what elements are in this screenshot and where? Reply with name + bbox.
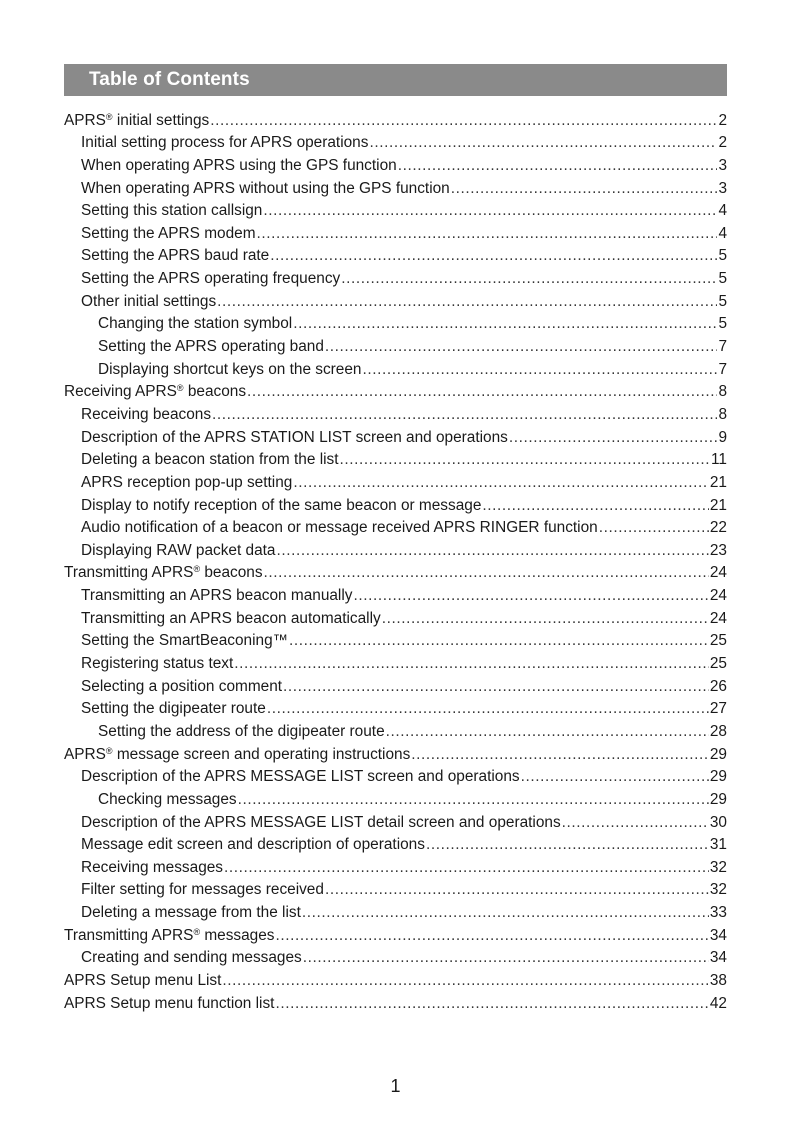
dot-leader: [289, 632, 709, 650]
toc-entry-page: 21: [709, 496, 727, 514]
dot-leader: [353, 587, 708, 605]
dot-leader: [263, 202, 717, 220]
toc-entry-page: 29: [709, 768, 727, 786]
toc-entry-page: 11: [711, 451, 727, 469]
toc-entry-page: 25: [709, 655, 727, 673]
toc-entry[interactable]: [64, 288, 727, 311]
registered-mark: ®: [176, 383, 184, 394]
toc-entry[interactable]: [64, 832, 727, 855]
toc-entry-title-text: Setting the APRS modem: [81, 224, 256, 242]
toc-entry-title: [98, 315, 292, 333]
toc-entry-title-text: Transmitting an APRS beacon automatically: [81, 609, 381, 627]
toc-entry-title: [64, 927, 275, 945]
dot-leader: [411, 746, 709, 764]
toc-entry-title-text: When operating APRS using the GPS function: [81, 156, 397, 174]
toc-entry-title: [64, 112, 209, 130]
toc-entry-title: [81, 678, 282, 696]
toc-entry[interactable]: [64, 469, 727, 492]
dot-leader: [426, 836, 709, 854]
dot-leader: [521, 768, 709, 786]
toc-entry-title-text: Description of the APRS MESSAGE LIST screen and operations: [81, 768, 520, 786]
toc-entry-title: [98, 361, 361, 379]
registered-mark: ®: [105, 111, 113, 122]
toc-entry[interactable]: [64, 673, 727, 696]
toc-entry-title-text: APRS: [64, 111, 106, 129]
toc-entry[interactable]: [64, 764, 727, 787]
dot-leader: [562, 814, 709, 832]
dot-leader: [386, 723, 709, 741]
toc-entry[interactable]: [64, 492, 727, 515]
toc-entry-page: 24: [709, 587, 727, 605]
toc-entry-page: 34: [709, 949, 727, 967]
toc-entry-page: 31: [709, 836, 727, 854]
toc-entry-title: [81, 180, 450, 198]
toc-entry-title: [81, 814, 561, 832]
toc-entry[interactable]: [64, 560, 727, 583]
toc-entry[interactable]: [64, 130, 727, 153]
toc-entry-title-text: Initial setting process for APRS operations: [81, 134, 369, 152]
toc-entry[interactable]: [64, 379, 727, 402]
toc-entry[interactable]: [64, 854, 727, 877]
toc-entry[interactable]: [64, 107, 727, 130]
dot-leader: [257, 225, 718, 243]
toc-entry[interactable]: [64, 899, 727, 922]
page-number: 1: [390, 1076, 401, 1096]
toc-entry-title: [81, 655, 233, 673]
toc-entry[interactable]: [64, 424, 727, 447]
toc-entry[interactable]: [64, 401, 727, 424]
toc-entry-title-text: Receiving APRS: [64, 383, 177, 401]
toc-header-bar: [64, 64, 727, 96]
dot-leader: [340, 451, 711, 469]
dot-leader: [293, 315, 717, 333]
toc-entry-title-text: Creating and sending messages: [81, 949, 302, 967]
dot-leader: [451, 180, 718, 198]
toc-entry-title: [81, 949, 302, 967]
registered-mark: ®: [193, 926, 201, 937]
toc-entry-title-text: Deleting a beacon station from the list: [81, 451, 339, 469]
dot-leader: [293, 474, 709, 492]
toc-entry-page: 9: [718, 428, 727, 446]
toc-entry-title: [98, 791, 237, 809]
toc-entry-page: 28: [709, 722, 727, 740]
toc-entry-page: 5: [718, 247, 727, 265]
toc-entry-title: [81, 632, 288, 650]
toc-entry[interactable]: [64, 718, 727, 741]
toc-entry-page: 22: [709, 519, 727, 537]
toc-entry-page: 29: [709, 745, 727, 763]
dot-leader: [264, 564, 709, 582]
dot-leader: [369, 134, 717, 152]
toc-entry-title: [81, 700, 266, 718]
toc-entry[interactable]: [64, 922, 727, 945]
toc-entry-title-text: Checking messages: [98, 790, 237, 808]
toc-entry[interactable]: [64, 605, 727, 628]
toc-entry-title: [81, 519, 598, 537]
dot-leader: [382, 610, 709, 628]
toc-entry-page: 30: [709, 813, 727, 831]
toc-entry-title-text: Description of the APRS STATION LIST screen and operations: [81, 428, 508, 446]
toc-entry[interactable]: [64, 265, 727, 288]
toc-entry-title-text: Setting the digipeater route: [81, 700, 266, 718]
toc-entry-page: 42: [709, 994, 727, 1012]
dot-leader: [247, 383, 717, 401]
toc-entry-title-text: Selecting a position comment: [81, 677, 283, 695]
toc-entry-title-text: Filter setting for messages received: [81, 881, 324, 899]
toc-entry[interactable]: [64, 333, 727, 356]
toc-entry-title-text: Setting the SmartBeaconing™: [81, 632, 289, 650]
toc-entry-title-text: Receiving messages: [81, 858, 224, 876]
toc-entry-title-text: Transmitting an APRS beacon manually: [81, 587, 353, 605]
toc-entry-title: [81, 587, 352, 605]
toc-entry-title: [81, 904, 301, 922]
toc-entry-page: 29: [709, 790, 727, 808]
toc-entry-title-text: Audio notification of a beacon or message received APRS RINGER function: [81, 519, 598, 537]
toc-entry[interactable]: [64, 809, 727, 832]
toc-entry[interactable]: [64, 311, 727, 334]
toc-entry-title-text: Transmitting APRS: [64, 564, 194, 582]
toc-entry[interactable]: [64, 741, 727, 764]
dot-leader: [398, 157, 718, 175]
toc-entry-page: 32: [709, 858, 727, 876]
registered-mark: ®: [105, 745, 113, 756]
toc-entry-page: 38: [709, 971, 727, 989]
toc-entry[interactable]: [64, 967, 727, 990]
toc-entry[interactable]: [64, 537, 727, 560]
dot-leader: [325, 338, 718, 356]
toc-entry-title: [81, 768, 520, 786]
dot-leader: [283, 678, 709, 696]
toc-entry[interactable]: [64, 877, 727, 900]
toc-entry[interactable]: [64, 628, 727, 651]
toc-entry-title-text: When operating APRS without using the GPS function: [81, 179, 450, 197]
toc-entry-title: [98, 338, 324, 356]
toc-entry-page: 2: [718, 134, 727, 152]
toc-entry[interactable]: [64, 175, 727, 198]
toc-entry-title-text: messages: [200, 926, 275, 944]
dot-leader: [275, 995, 708, 1013]
toc-entry-page: 5: [718, 292, 727, 310]
toc-entry-title: [64, 383, 246, 401]
toc-entry-title: [81, 406, 211, 424]
toc-entry-title: [64, 564, 263, 582]
dot-leader: [362, 361, 717, 379]
dot-leader: [212, 406, 717, 424]
toc-entry-title-text: Display to notify reception of the same beacon or message: [81, 496, 482, 514]
toc-list: [64, 107, 727, 1013]
toc-entry-page: 3: [718, 156, 727, 174]
dot-leader: [234, 655, 709, 673]
toc-entry[interactable]: [64, 356, 727, 379]
toc-entry-title-text: Setting the APRS operating band: [98, 338, 324, 356]
toc-entry-page: 26: [709, 677, 727, 695]
dot-leader: [222, 972, 708, 990]
toc-entry-title: [81, 451, 339, 469]
toc-entry-title: [81, 225, 256, 243]
toc-entry-title-text: Other initial settings: [81, 292, 217, 310]
dot-leader: [325, 881, 709, 899]
toc-entry-page: 3: [718, 179, 727, 197]
toc-entry[interactable]: [64, 696, 727, 719]
toc-entry[interactable]: [64, 515, 727, 538]
toc-entry-title-text: beacons: [183, 383, 247, 401]
toc-header-title: Table of Contents: [89, 69, 250, 90]
toc-entry[interactable]: [64, 945, 727, 968]
toc-entry-title: [81, 542, 275, 560]
toc-entry-title-text: Receiving beacons: [81, 405, 212, 423]
toc-entry-title-text: Displaying RAW packet data: [81, 541, 276, 559]
toc-entry[interactable]: [64, 990, 727, 1013]
dot-leader: [303, 949, 709, 967]
toc-entry-title-text: APRS Setup menu List: [64, 971, 222, 989]
toc-entry-title: [98, 723, 385, 741]
toc-entry-title: [81, 610, 381, 628]
toc-entry-page: 2: [718, 111, 727, 129]
toc-entry-title: [81, 157, 397, 175]
toc-entry-page: 5: [718, 270, 727, 288]
toc-entry-title-text: initial settings: [112, 111, 210, 129]
toc-entry-page: 4: [718, 224, 727, 242]
dot-leader: [238, 791, 709, 809]
toc-entry-title: [64, 972, 221, 990]
toc-entry-title: [81, 429, 508, 447]
toc-entry-title-text: Setting the APRS operating frequency: [81, 270, 341, 288]
toc-entry-page: 33: [709, 904, 727, 922]
toc-entry-title-text: message screen and operating instructions: [112, 745, 411, 763]
toc-entry-page: 21: [709, 473, 727, 491]
dot-leader: [302, 904, 709, 922]
dot-leader: [224, 859, 709, 877]
toc-entry-title-text: beacons: [200, 564, 263, 582]
toc-entry[interactable]: [64, 152, 727, 175]
toc-entry-title-text: Description of the APRS MESSAGE LIST detail screen and operations: [81, 813, 561, 831]
toc-entry-title: [81, 836, 425, 854]
toc-entry-title-text: APRS: [64, 745, 106, 763]
toc-entry-page: 34: [709, 926, 727, 944]
toc-entry-title: [81, 474, 292, 492]
toc-entry[interactable]: [64, 786, 727, 809]
dot-leader: [482, 497, 709, 515]
toc-entry-title: [81, 270, 340, 288]
toc-entry[interactable]: [64, 220, 727, 243]
toc-entry[interactable]: [64, 447, 727, 470]
dot-leader: [599, 519, 709, 537]
dot-leader: [270, 247, 717, 265]
toc-entry-title-text: APRS reception pop-up setting: [81, 473, 293, 491]
toc-entry-title: [64, 746, 410, 764]
toc-entry-page: 8: [718, 405, 727, 423]
toc-entry[interactable]: [64, 650, 727, 673]
toc-entry-page: 27: [709, 700, 727, 718]
toc-entry-title: [81, 293, 216, 311]
toc-entry-page: 7: [718, 338, 727, 356]
dot-leader: [276, 927, 709, 945]
toc-entry[interactable]: [64, 243, 727, 266]
toc-entry[interactable]: [64, 198, 727, 221]
toc-entry-title-text: Setting this station callsign: [81, 202, 263, 220]
toc-entry-page: 7: [718, 360, 727, 378]
toc-entry-title-text: Setting the address of the digipeater route: [98, 722, 385, 740]
dot-leader: [509, 429, 718, 447]
toc-entry-title: [81, 881, 324, 899]
toc-entry-title-text: Registering status text: [81, 655, 234, 673]
dot-leader: [217, 293, 717, 311]
dot-leader: [341, 270, 717, 288]
toc-entry-page: 32: [709, 881, 727, 899]
toc-entry-title-text: Message edit screen and description of operations: [81, 836, 425, 854]
toc-entry-page: 24: [709, 609, 727, 627]
toc-entry-title-text: Setting the APRS baud rate: [81, 247, 270, 265]
toc-entry-title: [81, 247, 269, 265]
toc-entry-title: [81, 202, 262, 220]
toc-entry-title: [81, 859, 223, 877]
toc-entry-page: 4: [718, 202, 727, 220]
toc-entry-title: [64, 995, 274, 1013]
toc-entry-title: [81, 497, 481, 515]
toc-entry-page: 8: [718, 383, 727, 401]
toc-entry-title: [81, 134, 368, 152]
toc-entry-page: 24: [709, 564, 727, 582]
toc-entry-title-text: Displaying shortcut keys on the screen: [98, 360, 362, 378]
dot-leader: [210, 112, 717, 130]
toc-entry[interactable]: [64, 582, 727, 605]
toc-entry-title-text: Deleting a message from the list: [81, 904, 301, 922]
toc-entry-title-text: Changing the station symbol: [98, 315, 293, 333]
toc-entry-page: 5: [718, 315, 727, 333]
toc-entry-title-text: APRS Setup menu function list: [64, 994, 275, 1012]
dot-leader: [267, 700, 709, 718]
toc-entry-page: 25: [709, 632, 727, 650]
toc-entry-page: 23: [709, 541, 727, 559]
registered-mark: ®: [193, 564, 201, 575]
toc-entry-title-text: Transmitting APRS: [64, 926, 194, 944]
dot-leader: [276, 542, 708, 560]
